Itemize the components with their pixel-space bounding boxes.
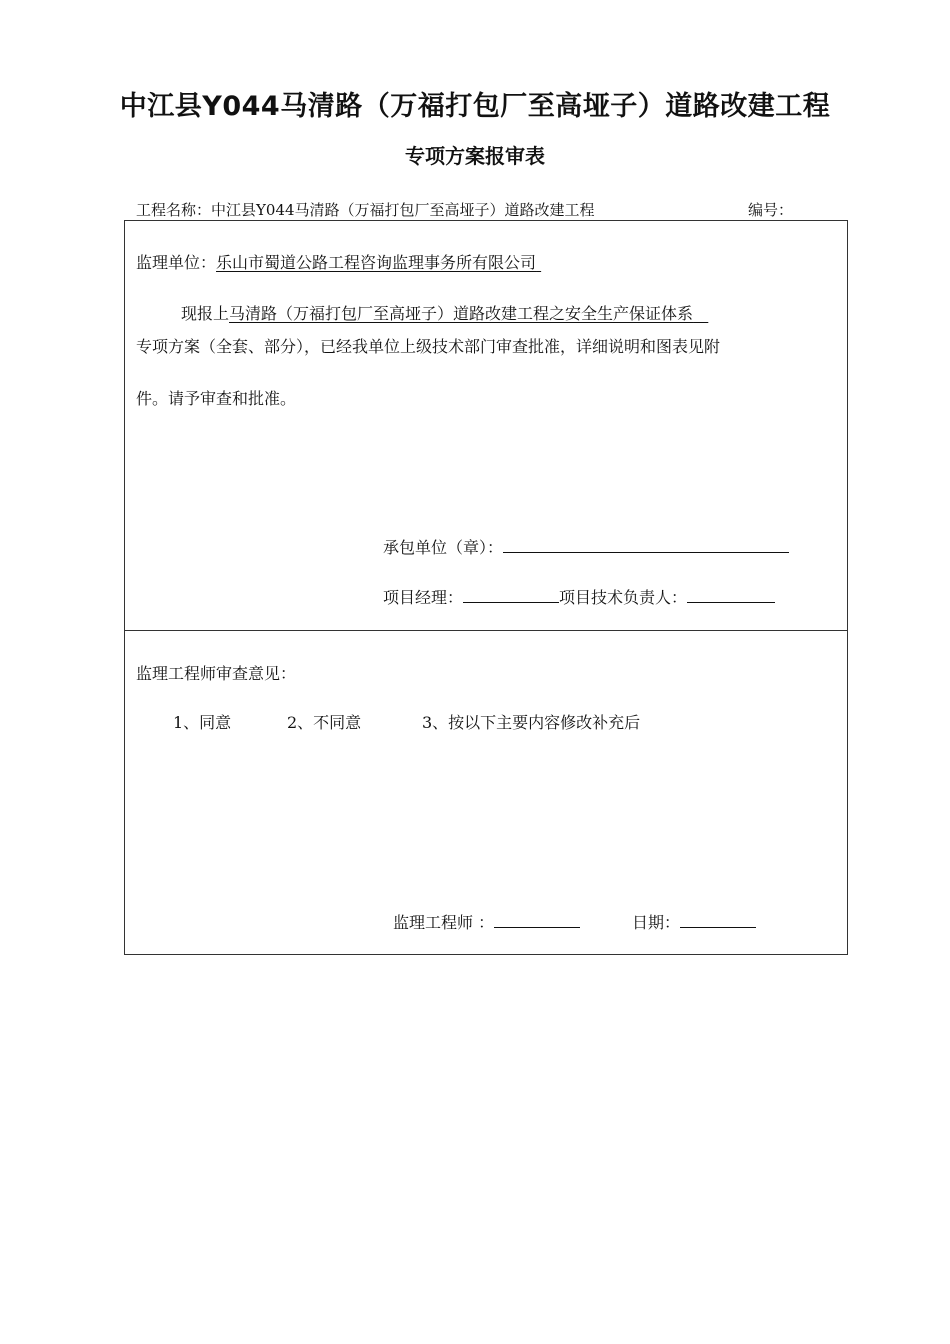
contractor-row [383, 535, 789, 558]
intro-line [181, 301, 708, 324]
page-title: 中江县Y044马清路（万福打包厂至高垭子）道路改建工程 [119, 91, 831, 122]
number-label: 编号： [748, 201, 794, 219]
review-section [124, 630, 848, 955]
tech-lead-label: 项目技术负责人： [559, 588, 688, 607]
review-heading: 监理工程师审查意见： [136, 664, 297, 683]
option-revise[interactable]: 3、按以下主要内容修改补充后 [422, 713, 641, 732]
project-name-label: 工程名称： [136, 201, 212, 219]
project-name-value: 中江县Y044马清路（万福打包厂至高垭子）道路改建工程 [211, 201, 595, 219]
supervisor-label: 监理单位： [136, 253, 217, 272]
intro-line-2: 专项方案（全套、部分），已经我单位上级技术部门审查批准，详细说明和图表见附 [136, 337, 721, 356]
date-label: 日期： [632, 913, 681, 932]
engineer-signature-field[interactable] [494, 913, 580, 928]
manager-label: 项目经理： [383, 588, 464, 607]
intro-line-3: 件。请予审查和批准。 [136, 389, 297, 408]
scheme-name: 马清路（万福打包厂至高垭子）道路改建工程之安全生产保证体系 [229, 304, 694, 323]
supervisor-name: 乐山市蜀道公路工程咨询监理事务所有限公司 [216, 253, 537, 272]
date-row [632, 910, 756, 933]
manager-field[interactable] [463, 588, 559, 603]
submission-section [124, 220, 848, 631]
intro-prefix: 现报上 [181, 304, 230, 323]
manager-row [383, 585, 775, 608]
contractor-seal-field[interactable] [503, 538, 789, 553]
option-disagree[interactable]: 2、不同意 [287, 713, 362, 732]
contractor-label: 承包单位（章）： [383, 538, 504, 557]
engineer-label: 监理工程师 ： [393, 913, 495, 932]
form-subtitle: 专项方案报审表 [405, 144, 545, 168]
engineer-signature-row [393, 910, 580, 933]
supervisor-row [136, 250, 541, 273]
date-field[interactable] [680, 913, 756, 928]
project-name-row [136, 199, 595, 220]
option-agree[interactable]: 1、同意 [173, 713, 232, 732]
tech-lead-field[interactable] [687, 588, 775, 603]
